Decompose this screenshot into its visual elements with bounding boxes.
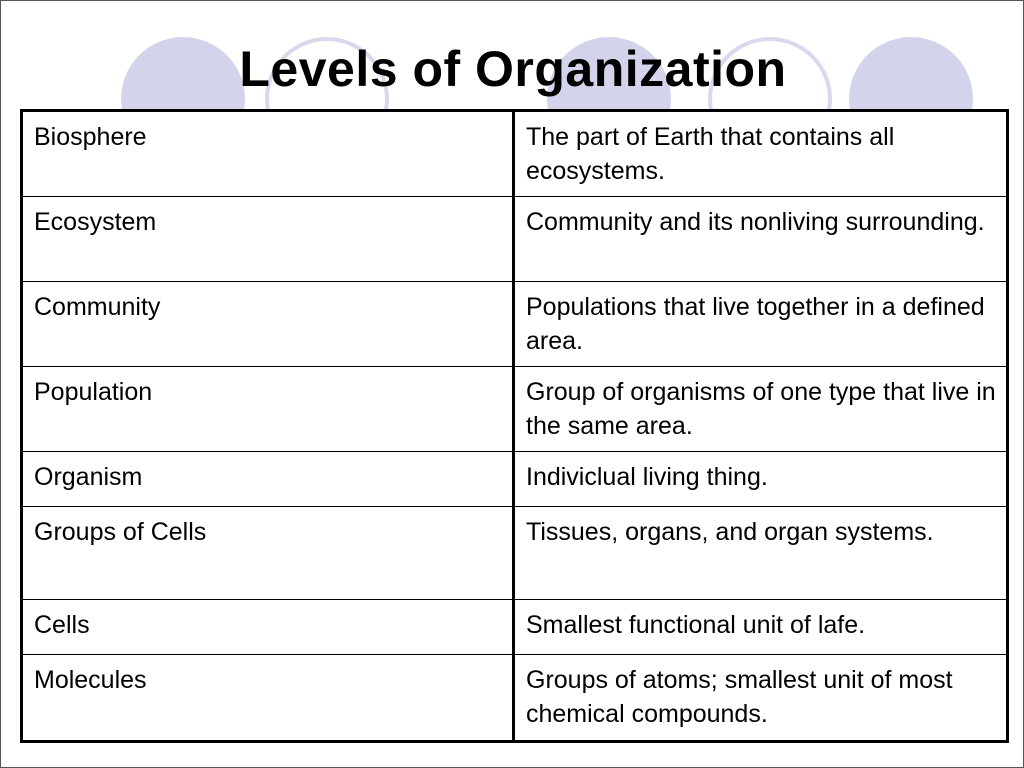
level-definition: Groups of atoms; smallest unit of most chemical compounds.: [514, 655, 1008, 742]
levels-table: [20, 109, 1009, 743]
table-row: [22, 111, 1008, 197]
table-row: [22, 655, 1008, 742]
level-name: Population: [22, 367, 514, 452]
level-definition: Tissues, organs, and organ systems.: [514, 507, 1008, 600]
level-name: Biosphere: [22, 111, 514, 197]
level-name: Community: [22, 282, 514, 367]
table-row: [22, 452, 1008, 507]
table-row: [22, 600, 1008, 655]
table-row: [22, 197, 1008, 282]
level-name: Molecules: [22, 655, 514, 742]
slide-title: Levels of Organization: [239, 41, 787, 97]
level-name: Organism: [22, 452, 514, 507]
level-definition: Populations that live together in a defined area.: [514, 282, 1008, 367]
level-definition: Smallest functional unit of lafe.: [514, 600, 1008, 655]
level-name: Cells: [22, 600, 514, 655]
level-name: Groups of Cells: [22, 507, 514, 600]
table-row: [22, 367, 1008, 452]
level-definition: Indiviclual living thing.: [514, 452, 1008, 507]
level-definition: Community and its nonliving surrounding.: [514, 197, 1008, 282]
table-row: [22, 282, 1008, 367]
level-definition: The part of Earth that contains all ecosystems.: [514, 111, 1008, 197]
level-definition: Group of organisms of one type that live in the same area.: [514, 367, 1008, 452]
level-name: Ecosystem: [22, 197, 514, 282]
table-row: [22, 507, 1008, 600]
